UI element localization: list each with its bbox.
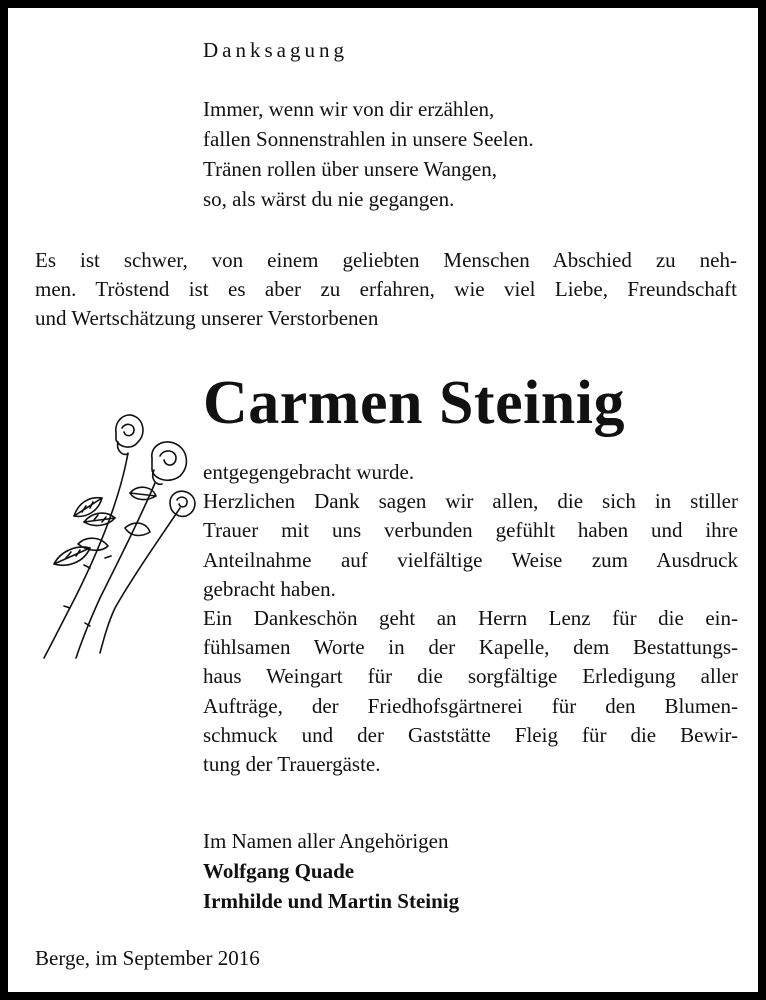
intro-line: men. Tröstend ist es aber zu erfahren, wie viel Liebe, Freundschaft xyxy=(35,277,737,301)
poem-line: so, als wärst du nie gegangen. xyxy=(203,187,455,211)
signature-block xyxy=(203,826,459,916)
body-line: fühlsamen Worte in der Kapelle, dem Bestattungs- xyxy=(203,635,738,660)
thanks-paragraph xyxy=(203,458,738,779)
signature-name: Irmhilde und Martin Steinig xyxy=(203,889,460,913)
body-line: Ein Dankeschön geht an Herrn Lenz für die ein- xyxy=(203,606,738,631)
body-line: tung der Trauergäste. xyxy=(203,752,381,777)
intro-paragraph xyxy=(35,246,737,333)
body-line: Aufträge, der Friedhofsgärtnerei für den Blumen- xyxy=(203,693,738,718)
body-line: Anteilnahme auf vielfältige Weise zum Ausdruck xyxy=(203,547,738,572)
body-line: Trauer mit uns verbunden gefühlt haben und ihre xyxy=(203,518,738,543)
signature-name: Wolfgang Quade xyxy=(203,859,355,883)
poem-line: Immer, wenn wir von dir erzählen, xyxy=(203,97,495,121)
poem-line: fallen Sonnenstrahlen in unsere Seelen. xyxy=(203,127,534,151)
signature-intro: Im Namen aller Angehörigen xyxy=(203,829,449,853)
intro-line: und Wertschätzung unserer Verstorbenen xyxy=(35,306,379,330)
notice-heading: Danksagung xyxy=(203,38,348,62)
rose-illustration xyxy=(30,408,205,663)
deceased-name: Carmen Steinig xyxy=(203,369,626,437)
poem-line: Tränen rollen über unsere Wangen, xyxy=(203,157,497,181)
body-line: entgegengebracht wurde. xyxy=(203,460,415,484)
poem xyxy=(203,94,534,214)
body-line: schmuck und der Gaststätte Fleig für die Bewir- xyxy=(203,722,738,747)
place-date: Berge, im September 2016 xyxy=(35,946,260,970)
intro-line: Es ist schwer, von einem geliebten Menschen Abschied zu neh- xyxy=(35,248,737,272)
body-line: gebracht haben. xyxy=(203,576,336,601)
body-line: haus Weingart für die sorgfältige Erledigung aller xyxy=(203,664,738,689)
body-line: Herzlichen Dank sagen wir allen, die sich in stiller xyxy=(203,489,738,514)
